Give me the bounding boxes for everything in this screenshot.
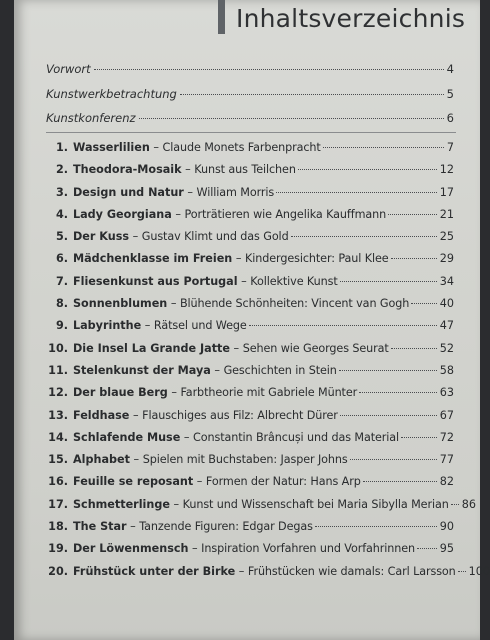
entry-title: Theodora-Mosaik xyxy=(73,163,182,177)
entry-number: 3. xyxy=(55,185,68,199)
book-page xyxy=(14,0,490,640)
entry-subtitle: Porträtieren wie Angelika Kauffmann xyxy=(184,207,387,221)
entry-title: Labyrinthe xyxy=(73,319,142,333)
entry-title: Der blaue Berg xyxy=(73,386,168,400)
page-number: 47 xyxy=(439,319,454,333)
entry-text xyxy=(73,297,409,310)
entry-subtitle: Frühstücken wie damals: Carl Larsson xyxy=(247,564,456,578)
entry-subtitle: Constantin Brâncuși und das Material xyxy=(193,430,400,444)
entry-number: 7. xyxy=(55,274,68,288)
entry-text xyxy=(73,141,321,154)
dot-leader xyxy=(391,258,437,259)
toc-entry xyxy=(46,230,454,252)
entry-title: Wasserlilien xyxy=(73,141,150,154)
front-matter-list xyxy=(46,62,454,136)
page-number: 4 xyxy=(446,62,454,76)
entry-number: 6. xyxy=(55,252,68,266)
entry-title: Design und Natur xyxy=(73,185,184,199)
entry-number: 4. xyxy=(55,207,68,221)
entry-text xyxy=(73,364,337,377)
page-number: 34 xyxy=(439,274,454,288)
entry-title: Schmetterlinge xyxy=(73,497,170,511)
entry-subtitle: Sehen wie Georges Seurat xyxy=(242,341,389,355)
dot-leader xyxy=(315,526,437,527)
entry-subtitle: Kollektive Kunst xyxy=(250,274,338,288)
entry-subtitle: Kindergesichter: Paul Klee xyxy=(245,252,389,266)
page-number: 40 xyxy=(439,297,454,311)
entry-title: Feldhase xyxy=(73,408,130,422)
toc-entry xyxy=(46,497,476,520)
entry-text xyxy=(73,342,389,355)
entry-text xyxy=(73,520,313,533)
entry-title: Sonnenblumen xyxy=(73,297,168,311)
entry-separator: – xyxy=(132,408,139,422)
entry-number: 15. xyxy=(48,453,68,467)
entry-separator: – xyxy=(185,163,191,177)
page-number: 6 xyxy=(446,111,454,125)
entry-separator: – xyxy=(214,363,220,377)
entry-title: Lady Georgiana xyxy=(73,207,172,221)
entry-number: 10. xyxy=(48,341,68,355)
entry-title: Der Kuss xyxy=(73,230,130,244)
entry-text xyxy=(73,186,274,199)
entry-number: 11. xyxy=(48,363,68,377)
entry-separator: – xyxy=(171,386,177,400)
entry-number: 5. xyxy=(55,230,68,244)
entry-separator: – xyxy=(238,564,245,578)
dot-leader xyxy=(391,348,437,349)
entry-separator: – xyxy=(133,453,140,467)
entry-subtitle: Spielen mit Buchstaben: Jasper Johns xyxy=(142,453,348,467)
entry-title: Frühstück unter der Birke xyxy=(73,564,236,578)
entry-separator: – xyxy=(241,274,247,288)
entry-subtitle: Blühende Schönheiten: Vincent van Gogh xyxy=(179,297,410,311)
entry-text xyxy=(73,409,338,422)
entry-text xyxy=(73,163,296,176)
page-number: 25 xyxy=(439,230,454,244)
entry-number: 1. xyxy=(55,141,68,154)
entry-number: 13. xyxy=(48,408,68,422)
toc-entry xyxy=(46,163,454,185)
entry-title: Der Löwenmensch xyxy=(73,542,189,556)
entry-title: Schlafende Muse xyxy=(73,430,181,444)
entry-text xyxy=(73,498,449,511)
toc-entry xyxy=(46,342,454,364)
entry-subtitle: Kunst und Wissenschaft bei Maria Sibylla Merian xyxy=(182,497,449,511)
page-number: 5 xyxy=(446,86,454,101)
entry-text xyxy=(73,252,389,265)
entry-title: Alphabet xyxy=(73,453,130,467)
dot-leader xyxy=(180,94,444,95)
toc-entry xyxy=(46,297,454,319)
toc-entry xyxy=(46,431,454,453)
entry-title: Mädchenklasse im Freien xyxy=(73,252,233,266)
entry-text xyxy=(73,208,386,221)
toc-list xyxy=(46,141,490,587)
entry-number: 14. xyxy=(48,430,68,444)
page-number: 95 xyxy=(439,542,454,556)
section-divider xyxy=(46,132,456,133)
dot-leader xyxy=(340,415,437,416)
page-number: 17 xyxy=(439,185,454,199)
toc-entry xyxy=(46,453,454,475)
page-number: 82 xyxy=(439,475,454,489)
entry-title: Fliesenkunst aus Portugal xyxy=(73,274,238,288)
page-number: 12 xyxy=(439,163,454,177)
dot-leader xyxy=(411,303,437,304)
entry-subtitle: Kunst aus Teilchen xyxy=(194,163,296,177)
dot-leader xyxy=(350,459,437,460)
dot-leader xyxy=(388,214,437,215)
entry-subtitle: Formen der Natur: Hans Arp xyxy=(205,475,361,489)
entry-separator: – xyxy=(175,207,181,221)
heading-accent-bar xyxy=(218,0,225,34)
entry-title: Feuille se reposant xyxy=(73,475,194,489)
page-number: 7 xyxy=(446,141,454,154)
toc-entry xyxy=(46,275,454,297)
page-number: 58 xyxy=(439,363,454,377)
entry-subtitle: Farbtheorie mit Gabriele Münter xyxy=(180,386,358,400)
entry-separator: – xyxy=(235,252,242,266)
dot-leader xyxy=(94,69,444,70)
dot-leader xyxy=(139,118,444,119)
page-number: 77 xyxy=(439,453,454,467)
entry-separator: – xyxy=(132,230,139,244)
entry-title: Stelenkunst der Maya xyxy=(73,363,211,377)
dot-leader xyxy=(401,437,437,438)
dot-leader xyxy=(363,481,437,482)
entry-number: 17. xyxy=(48,497,68,511)
entry-separator: – xyxy=(153,141,159,154)
entry-separator: – xyxy=(173,497,180,511)
toc-entry xyxy=(46,186,454,208)
page-number: 29 xyxy=(439,252,454,266)
entry-number: 8. xyxy=(55,297,68,311)
dot-leader xyxy=(291,236,437,237)
entry-text xyxy=(73,453,348,466)
front-matter-title: Kunstkonferenz xyxy=(46,111,136,125)
dot-leader xyxy=(298,169,437,170)
dot-leader xyxy=(451,504,459,505)
entry-text xyxy=(73,475,361,488)
entry-number: 20. xyxy=(48,564,68,578)
entry-title: The Star xyxy=(73,520,127,534)
entry-subtitle: Flauschiges aus Filz: Albrecht Dürer xyxy=(142,408,338,422)
entry-separator: – xyxy=(144,319,151,333)
page-number: 72 xyxy=(439,430,454,444)
page-number: 21 xyxy=(439,207,454,221)
entry-number: 18. xyxy=(48,520,68,534)
entry-separator: – xyxy=(187,185,193,199)
entry-subtitle: William Morris xyxy=(196,185,275,199)
entry-subtitle: Geschichten in Stein xyxy=(223,363,337,377)
entry-number: 9. xyxy=(55,319,68,333)
dot-leader xyxy=(249,325,437,326)
page-number: 67 xyxy=(439,408,454,422)
entry-text xyxy=(73,431,399,444)
toc-entry xyxy=(46,542,454,564)
entry-separator: – xyxy=(192,542,198,556)
entry-number: 16. xyxy=(48,475,68,489)
toc-entry xyxy=(46,475,454,497)
entry-separator: – xyxy=(170,297,177,311)
front-matter-title: Kunstwerkbetrachtung xyxy=(46,86,177,101)
entry-separator: – xyxy=(183,430,190,444)
front-matter-title: Vorwort xyxy=(46,62,91,76)
entry-text xyxy=(73,542,415,555)
entry-number: 12. xyxy=(48,386,68,400)
front-matter-item xyxy=(46,62,454,87)
entry-text xyxy=(73,565,456,578)
page-title: Inhaltsverzeichnis xyxy=(236,4,466,33)
entry-text xyxy=(73,386,357,399)
page-number: 90 xyxy=(439,520,454,534)
entry-separator: – xyxy=(130,520,136,534)
entry-subtitle: Inspiration Vorfahren und Vorfahrinnen xyxy=(201,542,416,556)
entry-subtitle: Rätsel und Wege xyxy=(153,319,247,333)
entry-text xyxy=(73,230,289,243)
entry-number: 2. xyxy=(55,163,68,177)
page-number: 86 xyxy=(461,497,476,511)
dot-leader xyxy=(458,571,466,572)
page-number: 100 xyxy=(468,564,490,578)
entry-subtitle: Gustav Klimt und das Gold xyxy=(141,230,289,244)
front-matter-item xyxy=(46,87,454,112)
entry-title: Die Insel La Grande Jatte xyxy=(73,341,230,355)
entry-separator: – xyxy=(196,475,203,489)
dot-leader xyxy=(340,281,437,282)
entry-separator: – xyxy=(233,341,240,355)
dot-leader xyxy=(339,370,437,371)
dot-leader xyxy=(417,548,437,549)
toc-entry xyxy=(46,520,454,542)
entry-subtitle: Tanzende Figuren: Edgar Degas xyxy=(139,520,313,534)
entry-number: 19. xyxy=(48,542,68,556)
page-number: 63 xyxy=(439,386,454,400)
toc-entry xyxy=(46,364,454,386)
dot-leader xyxy=(323,147,444,148)
entry-text xyxy=(73,275,338,288)
toc-entry xyxy=(46,208,454,230)
toc-entry xyxy=(46,386,454,408)
toc-entry xyxy=(46,409,454,431)
toc-entry xyxy=(46,564,490,587)
entry-text xyxy=(73,319,247,332)
dot-leader xyxy=(276,192,437,193)
toc-entry xyxy=(46,252,454,274)
page-number: 52 xyxy=(439,341,454,355)
entry-subtitle: Claude Monets Farbenpracht xyxy=(162,141,321,154)
toc-entry xyxy=(46,141,454,163)
dot-leader xyxy=(359,392,437,393)
toc-entry xyxy=(46,319,454,341)
